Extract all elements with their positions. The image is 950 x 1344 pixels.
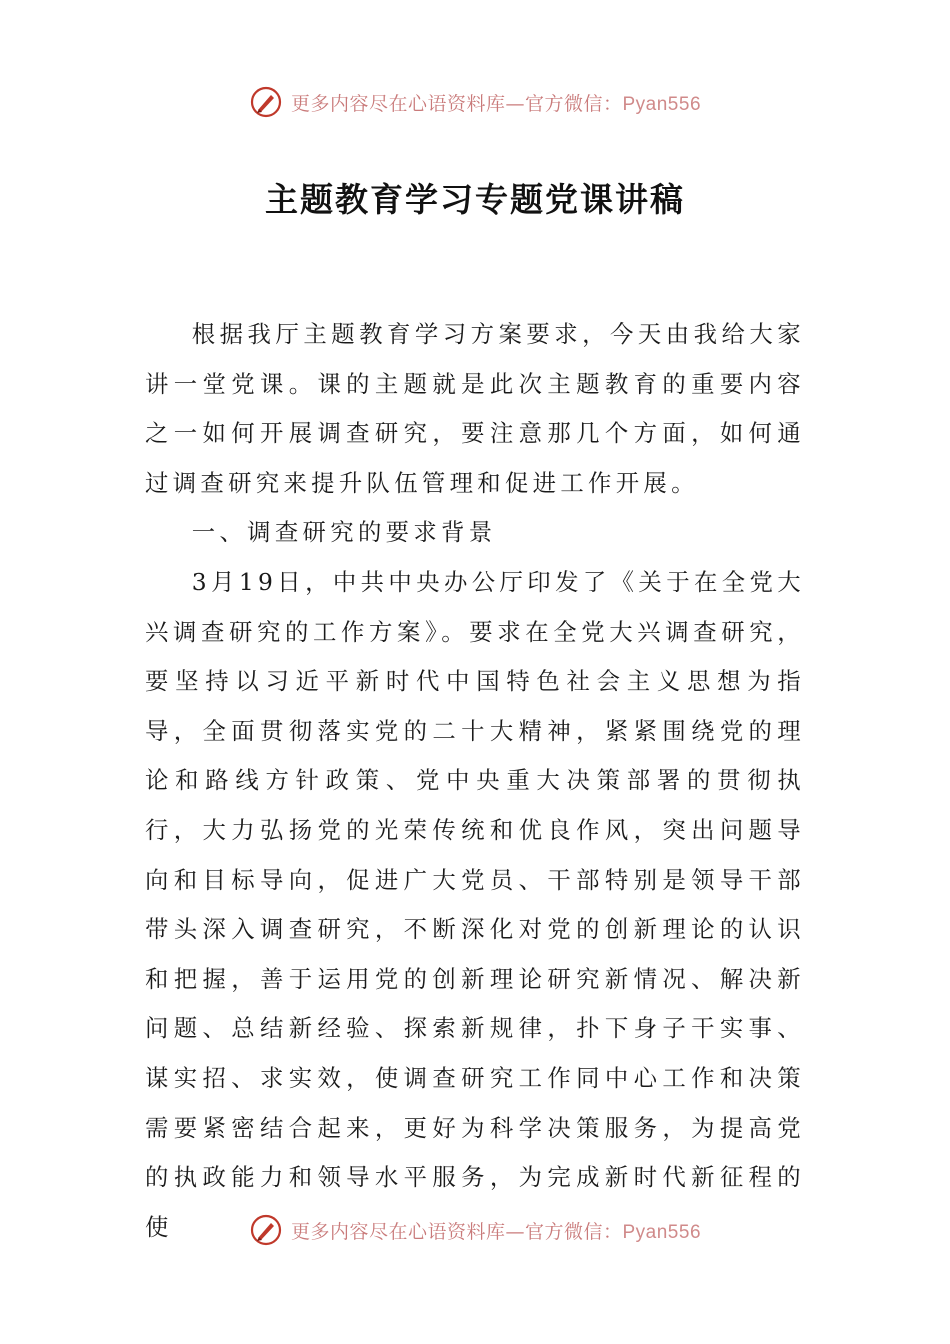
banner-text: 更多内容尽在心语资料库—官方微信：Pyan556 <box>290 1220 702 1243</box>
paragraph: 根据我厅主题教育学习方案要求，今天由我给大家讲一堂党课。课的主题就是此次主题教育的重要内容之一如何开展调查研究，要注意那几个方面，如何通过调查研究来提升队伍管理和促进工作开展。 <box>145 320 805 497</box>
section-heading: 一、调查研究的要求背景 <box>191 518 497 547</box>
footer-banner <box>0 1210 950 1250</box>
pen-circle-logo-icon <box>249 85 283 119</box>
banner-text: 更多内容尽在心语资料库—官方微信：Pyan556 <box>290 92 702 115</box>
paragraph: 3月19日，中共中央办公厅印发了《关于在全党大兴调查研究的工作方案》。要求在全党大兴调查研究，要坚持以习近平新时代中国特色社会主义思想为指导，全面贯彻落实党的二十大精神，紧紧围绕党的理论和路线方针政策、党中央重大决策部署的贯彻执行，大力弘扬党的光荣传统和优良作风，突出问题导向和目标导向，促进广大党员、干部特别是领导干部带头深入调查研究，不断深化对党的创新理论的认识和把握，善于运用党的创新理论研究新情况、解决新问题、总结新经验、探索新规律，扑下身子干实事、谋实招、求实效，使调查研究工作同中心工作和决策需要紧密结合起来，更好为科学决策服务，为提高党的执政能力和领导水平服务，为完成新时代新征程的使 <box>145 567 805 1241</box>
document-title: 主题教育学习专题党课讲稿 <box>265 180 685 219</box>
pen-circle-logo-icon <box>249 1213 283 1247</box>
header-banner <box>0 82 950 122</box>
document-body <box>145 310 805 1252</box>
